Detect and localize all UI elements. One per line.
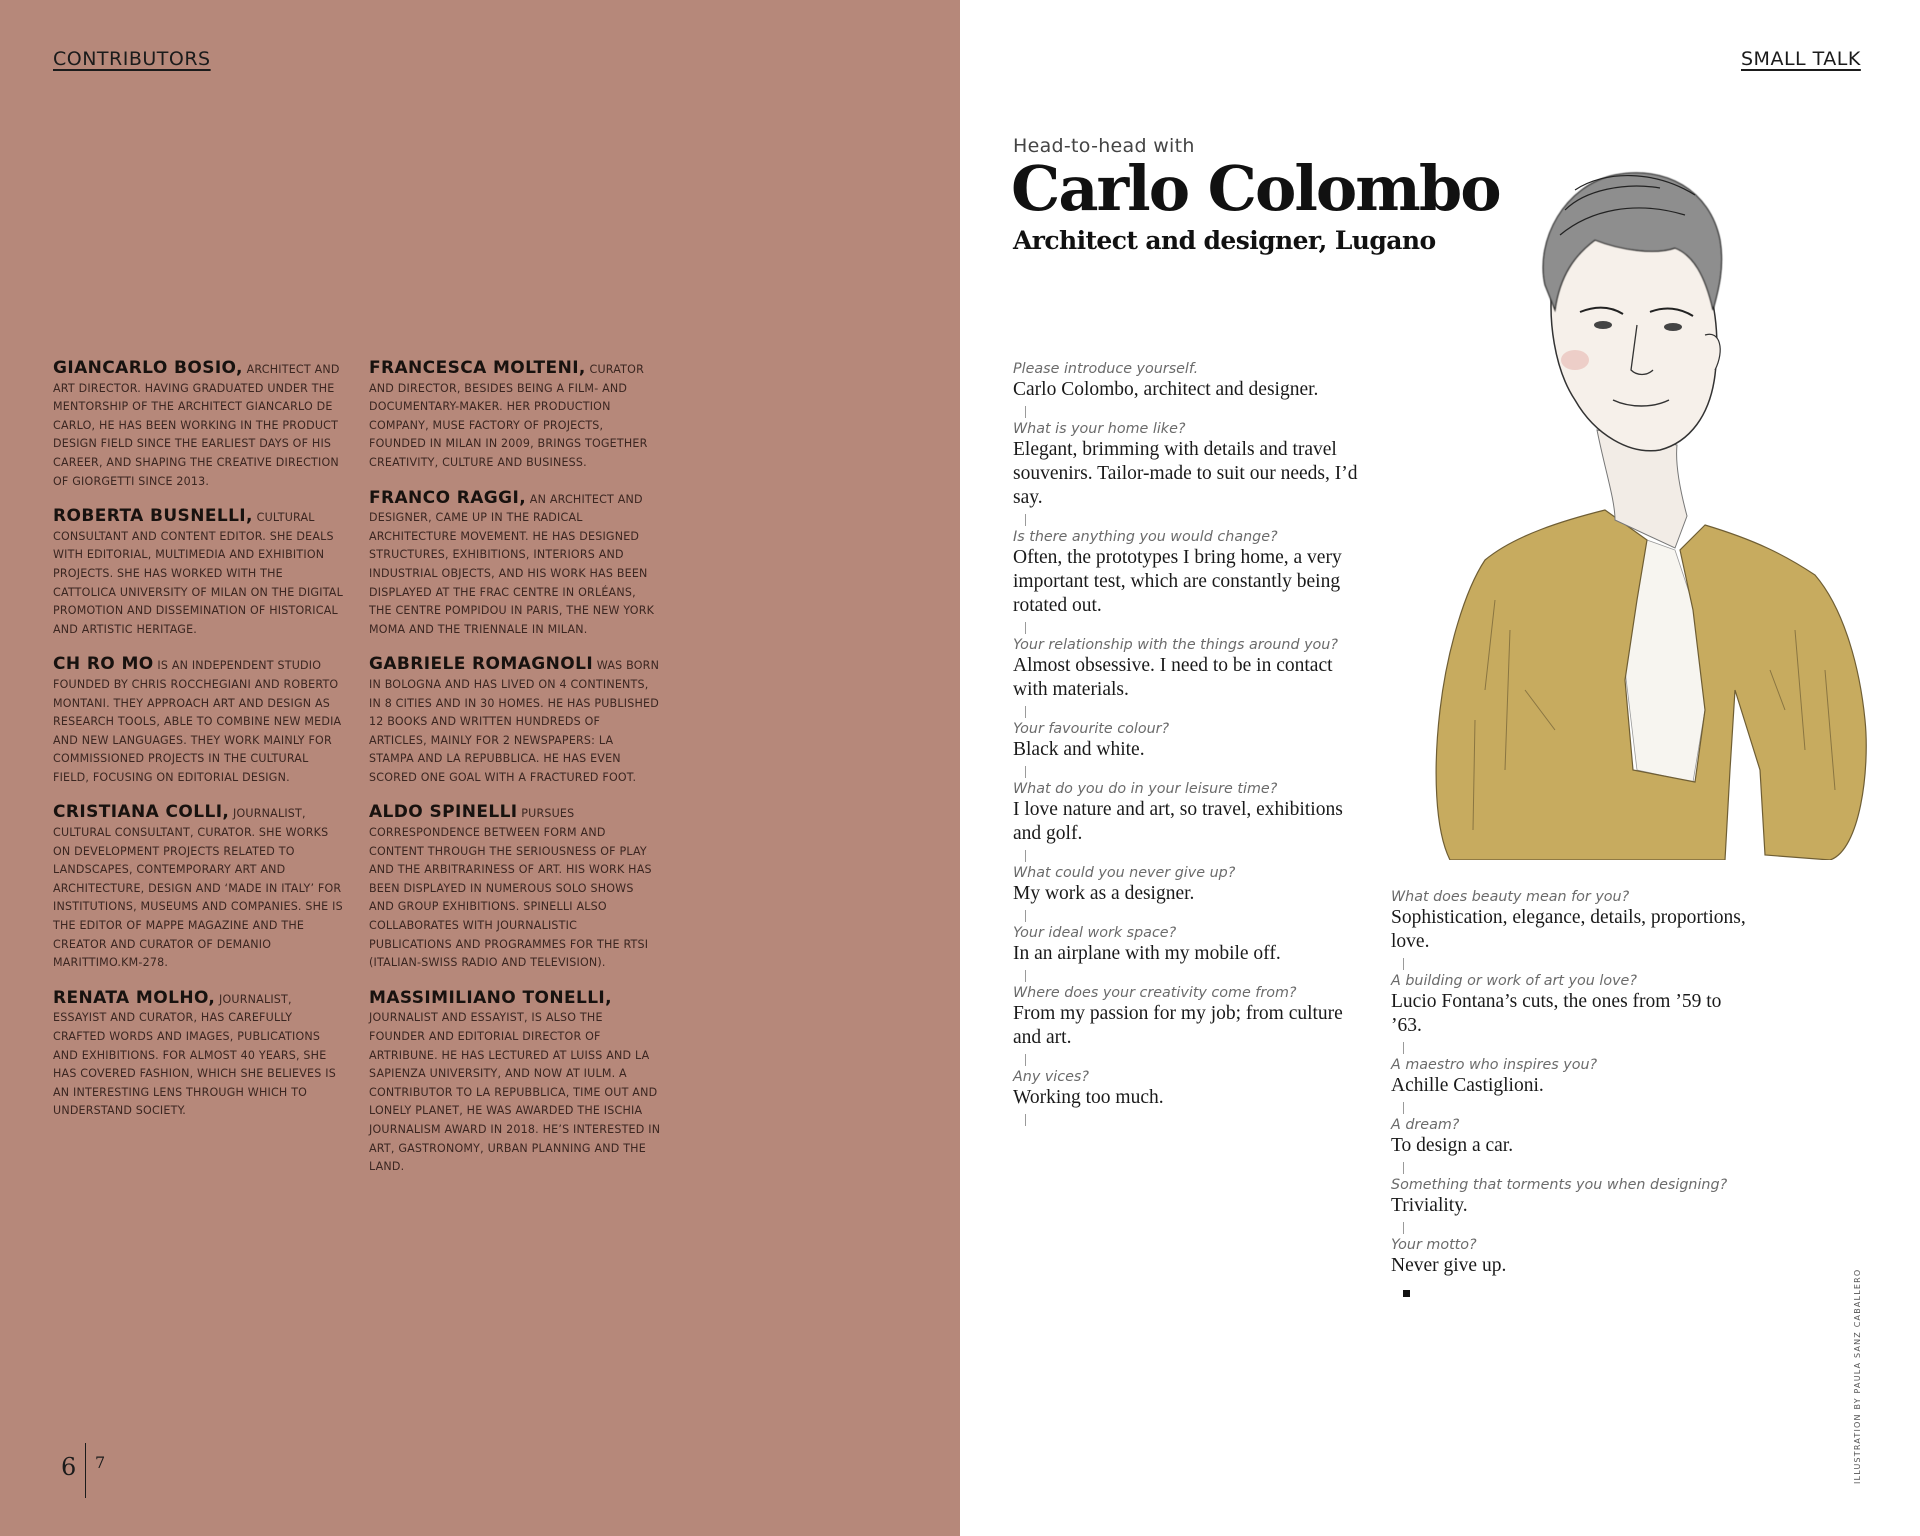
contributor-bio: WAS BORN IN BOLOGNA AND HAS LIVED ON 4 CONTINENTS, IN 8 CITIES AND IN 30 HOMES. HE HAS PUBLISHED 12 BOOKS AND WRITTEN HUNDREDS OF ARTICLES, MAINLY FOR 2 NEWSPAPERS: LA STAMPA AND LA REPUBBLICA. HE HAS EVEN SCORED ONE GOAL WITH A FRACTURED FOOT. [369,659,660,784]
contributors-column-2 [369,359,661,1193]
question: Any vices? [1013,1069,1089,1085]
answer: Elegant, brimming with details and travel souvenirs. Tailor-made to suit our needs, I’d say. [1013,439,1358,508]
qa-item [1013,1068,1358,1126]
contributor-bio: JOURNALIST, CULTURAL CONSULTANT, CURATOR. SHE WORKS ON DEVELOPMENT PROJECTS RELATED TO LANDSCAPES, CONTEMPORARY ART AND ARCHITECTURE, DESIGN AND ‘MADE IN ITALY’ FOR INSTITUTIONS, MUSEUMS AND COMPANIES. SHE IS THE EDITOR OF MAPPE MAGAZINE AND THE CREATOR AND CURATOR OF DEMANIO MARITTIMO.KM-278. [53,807,343,970]
contributor-entry [369,655,661,787]
divider [1025,766,1026,778]
qa-item [1391,1236,1751,1278]
page-number-divider [85,1443,86,1498]
page-number-right: 7 [95,1453,106,1472]
page-subtitle: Architect and designer, Lugano [1013,226,1436,255]
divider [1025,514,1026,526]
section-label-small-talk: SMALL TALK [1741,48,1861,70]
qa-item [1013,360,1358,418]
contributor-name: ALDO SPINELLI [369,802,518,823]
qa-item [1013,636,1358,718]
divider [1403,1042,1404,1054]
contributor-bio: JOURNALIST, ESSAYIST AND CURATOR, HAS CAREFULLY CRAFTED WORDS AND IMAGES, PUBLICATIONS AND EXHIBITIONS. FOR ALMOST 40 YEARS, SHE HAS COVERED FASHION, WHICH SHE BELIEVES IS AN INTERESTING LENS THROUGH WHICH TO UNDERSTAND SOCIETY. [53,992,336,1118]
page-title: Carlo Colombo [1011,152,1500,225]
contributor-bio: PURSUES CORRESPONDENCE BETWEEN FORM AND CONTENT THROUGH THE SERIOUSNESS OF PLAY AND THE ARBITRARINESS OF ART. HIS WORK HAS BEEN DISPLAYED IN NUMEROUS SOLO SHOWS AND GROUP EXHIBITIONS. SPINELLI ALSO COLLABORATES WITH JOURNALISTIC PUBLICATIONS AND PROGRAMMES FOR THE RTSI (ITALIAN-SWISS RADIO AND TELEVISION). [369,807,652,970]
question: Your relationship with the things around you? [1013,637,1338,653]
answer: I love nature and art, so travel, exhibitions and golf. [1013,799,1343,844]
question: A building or work of art you love? [1391,973,1637,989]
answer: Never give up. [1391,1255,1507,1276]
qa-item [1013,924,1358,982]
question: Your favourite colour? [1013,721,1170,737]
section-label-contributors: CONTRIBUTORS [53,48,211,70]
illustration-credit: ILLUSTRATION BY PAULA SANZ CABALLERO [1853,1268,1862,1484]
answer: Black and white. [1013,739,1145,760]
answer: Sophistication, elegance, details, proportions, love. [1391,907,1746,952]
question: What do you do in your leisure time? [1013,781,1278,797]
qa-item [1013,420,1358,526]
contributor-bio: CURATOR AND DIRECTOR, BESIDES BEING A FILM- AND DOCUMENTARY-MAKER. HER PRODUCTION COMPANY, MUSE FACTORY OF PROJECTS, FOUNDED IN MILAN IN 2009, BRINGS TOGETHER CREATIVITY, CULTURE AND BUSINESS. [369,363,648,469]
contributor-entry [369,489,661,640]
contributor-name: FRANCO RAGGI, [369,487,527,508]
divider [1025,706,1026,718]
contributor-entry [53,989,345,1121]
qa-item [1391,1056,1751,1114]
question: A dream? [1391,1117,1460,1133]
answer: In an airplane with my mobile off. [1013,943,1281,964]
contributor-bio: AN ARCHITECT AND DESIGNER, CAME UP IN THE RADICAL ARCHITECTURE MOVEMENT. HE HAS DESIGNED STRUCTURES, EXHIBITIONS, INTERIORS AND INDUSTRIAL OBJECTS, AND HIS WORK HAS BEEN DISPLAYED AT THE FRAC CENTRE IN ORLÉANS, THE CENTRE POMPIDOU IN PARIS, THE NEW YORK MOMA AND THE TRIENNALE IN MILAN. [369,492,655,636]
qa-item [1391,1116,1751,1174]
divider [1025,1114,1026,1126]
end-mark-icon [1403,1290,1410,1297]
answer: To design a car. [1391,1135,1514,1156]
contributor-entry [53,655,345,787]
contributor-name: GIANCARLO BOSIO, [53,358,243,378]
contributor-entry [369,989,661,1177]
question: A maestro who inspires you? [1391,1057,1598,1073]
answer: Often, the prototypes I bring home, a very important test, which are constantly being rotated out. [1013,547,1342,616]
qa-item [1391,888,1751,970]
question: Your motto? [1391,1237,1477,1253]
answer: From my passion for my job; from culture and art. [1013,1003,1343,1048]
divider [1025,622,1026,634]
divider [1025,1054,1026,1066]
divider [1403,1162,1404,1174]
divider [1403,1102,1404,1114]
answer: Working too much. [1013,1087,1164,1108]
qa-column-right [1391,888,1751,1297]
contributor-bio: CULTURAL CONSULTANT AND CONTENT EDITOR. SHE DEALS WITH EDITORIAL, MULTIMEDIA AND EXHIBITION PROJECTS. SHE HAS WORKED WITH THE CATTOLICA UNIVERSITY OF MILAN ON THE DIGITAL PROMOTION AND DISSEMINATION OF HISTORICAL AND ARTISTIC HERITAGE. [53,511,343,636]
divider [1025,406,1026,418]
qa-item [1013,528,1358,634]
question: Please introduce yourself. [1013,361,1199,377]
answer: Achille Castiglioni. [1391,1075,1544,1096]
contributor-name: ROBERTA BUSNELLI, [53,506,253,527]
question: Is there anything you would change? [1013,529,1278,545]
divider [1025,970,1026,982]
page-number-left: 6 [61,1453,77,1481]
answer: Triviality. [1391,1195,1468,1216]
answer: Lucio Fontana’s cuts, the ones from ’59 to ’63. [1391,991,1722,1036]
qa-item [1391,972,1751,1054]
contributor-bio: IS AN INDEPENDENT STUDIO FOUNDED BY CHRIS ROCCHEGIANI AND ROBERTO MONTANI. THEY APPROACH ART AND DESIGN AS RESEARCH TOOLS, ABLE TO COMBINE NEW MEDIA AND NEW LANGUAGES. THEY WORK MAINLY FOR COMMISSIONED PROJECTS IN THE CULTURAL FIELD, FOCUSING ON EDITORIAL DESIGN. [53,659,342,784]
contributor-entry [53,507,345,639]
divider [1403,1222,1404,1234]
contributor-name: CRISTIANA COLLI, [53,802,230,823]
contributor-name: MASSIMILIANO TONELLI, [369,987,613,1008]
contributor-entry [53,359,345,491]
contributor-name: CH RO MO [53,654,154,675]
qa-item [1391,1176,1751,1234]
contributor-entry [369,359,661,473]
divider [1025,910,1026,922]
contributors-column-1 [53,359,345,1137]
contributor-entry [53,803,345,972]
question: Something that torments you when designing? [1391,1177,1728,1193]
question: What could you never give up? [1013,865,1236,881]
question: Where does your creativity come from? [1013,985,1297,1001]
question: What does beauty mean for you? [1391,889,1630,905]
divider [1025,850,1026,862]
contributor-name: GABRIELE ROMAGNOLI [369,654,594,675]
question: Your ideal work space? [1013,925,1177,941]
answer: My work as a designer. [1013,883,1195,904]
question: What is your home like? [1013,421,1186,437]
qa-item [1013,780,1358,862]
qa-item [1013,984,1358,1066]
answer: Almost obsessive. I need to be in contact with materials. [1013,655,1333,700]
divider [1403,958,1404,970]
contributor-bio: ARCHITECT AND ART DIRECTOR. HAVING GRADUATED UNDER THE MENTORSHIP OF THE ARCHITECT GIANCARLO DE CARLO, HE HAS BEEN WORKING IN THE PRODUCT DESIGN FIELD SINCE THE EARLIEST DAYS OF HIS CAREER, AND SHAPING THE CREATIVE DIRECTION OF GIORGETTI SINCE 2013. [53,363,340,488]
qa-item [1013,864,1358,922]
qa-item [1013,720,1358,778]
answer: Carlo Colombo, architect and designer. [1013,379,1319,400]
contributor-bio: JOURNALIST AND ESSAYIST, IS ALSO THE FOUNDER AND EDITORIAL DIRECTOR OF ARTRIBUNE. HE HAS LECTURED AT LUISS AND LA SAPIENZA UNIVERSITY, AND NOW AT IULM. A CONTRIBUTOR TO LA REPUBBLICA, TIME OUT AND LONELY PLANET, HE WAS AWARDED THE ISCHIA JOURNALISM AWARD IN 2018. HE’S INTERESTED IN ART, GASTRONOMY, URBAN PLANNING AND THE LAND. [369,1011,661,1174]
qa-column-left [1013,360,1358,1128]
kicker: Head-to-head with [1013,135,1195,157]
contributor-entry [369,803,661,972]
contributor-name: RENATA MOLHO, [53,987,216,1008]
contributor-name: FRANCESCA MOLTENI, [369,358,586,378]
